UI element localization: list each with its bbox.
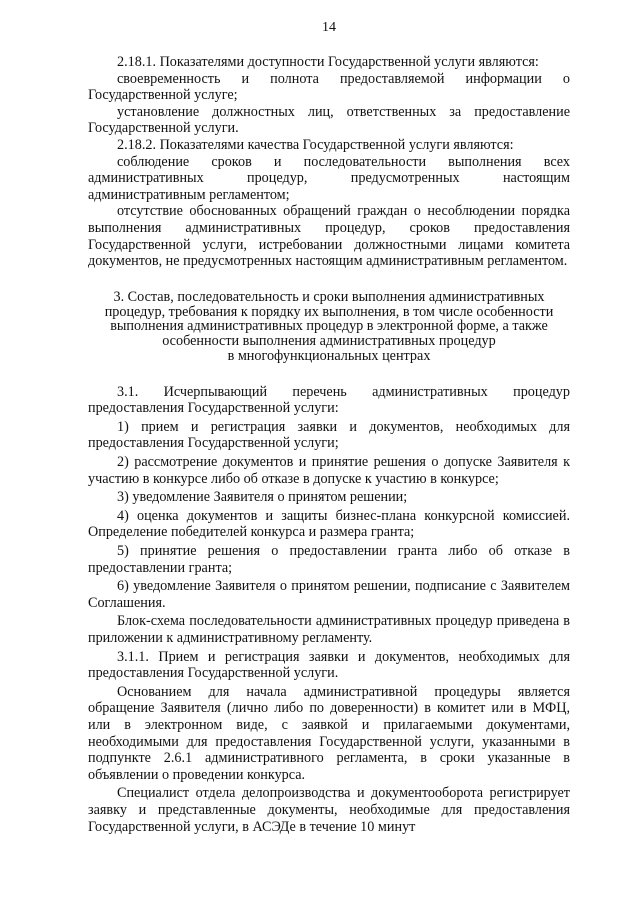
paragraph: 6) уведомление Заявителя о принятом решении, подписание с Заявителем Соглашения.: [88, 578, 570, 611]
paragraph: 5) принятие решения о предоставлении гранта либо об отказе в предоставлении гранта;: [88, 543, 570, 576]
paragraph: Основанием для начала административной процедуры является обращение Заявителя (лично либо по доверенности) в комитет или в МФЦ, или в электронном виде, с заявкой и прилагаемыми документами, необходимыми для предоставления Государственной услуги, указанными в подпункте 2.6.1 административного регламента, в сроки указанные в объявлении о проведении конкурса.: [88, 683, 570, 783]
paragraph: 3) уведомление Заявителя о принятом решении;: [117, 489, 408, 506]
paragraph: 2.18.2. Показателями качества Государственной услуги являются:: [117, 136, 514, 153]
paragraph: Специалист отдела делопроизводства и документооборота регистрирует заявку и представленные документы, необходимые для предоставления Государственной услуги, в АСЭДе в течение 10 минут: [88, 785, 570, 835]
document-page: [88, 0, 570, 905]
paragraph: 3.1. Исчерпывающий перечень административных процедур предоставления Государственной услуги:: [88, 383, 570, 417]
section-title-line: в многофункциональных центрах: [227, 347, 431, 364]
paragraph: 1) прием и регистрация заявки и документов, необходимых для предоставления Государственной услуги;: [88, 418, 570, 452]
administrative-procedures: [88, 384, 570, 835]
section-title-line: особенности выполнения административных процедур: [162, 333, 496, 350]
paragraph: своевременность и полнота предоставляемой информации о Государственной услуге;: [88, 70, 570, 104]
section-title-line: процедур, требования к порядку их выполнения, в том числе особенности: [104, 303, 554, 320]
paragraph: Блок-схема последовательности административных процедур приведена в приложении к административному регламенту.: [88, 613, 570, 647]
paragraph: соблюдение сроков и последовательности выполнения всех административных процедур, предусмотренных настоящим административным регламентом;: [88, 153, 570, 203]
page-number: 14: [322, 20, 336, 35]
document-body: [88, 54, 570, 835]
section-title: [88, 290, 570, 364]
paragraph: установление должностных лиц, ответственных за предоставление Государственной услуги.: [88, 103, 570, 137]
paragraph: 3.1.1. Прием и регистрация заявки и документов, необходимых для предоставления Государственной услуги.: [88, 648, 570, 682]
section-title-line: 3. Состав, последовательность и сроки выполнения административных: [113, 288, 545, 305]
availability-quality-indicators: [88, 54, 570, 270]
section-title-line: выполнения административных процедур в электронной форме, а также: [110, 318, 548, 335]
paragraph: 2.18.1. Показателями доступности Государственной услуги являются:: [117, 54, 539, 70]
paragraph: 2) рассмотрение документов и принятие решения о допуске Заявителя к участию в конкурсе либо об отказе в допуске к участию в конкурсе;: [88, 454, 570, 487]
paragraph: 4) оценка документов и защиты бизнес-плана конкурсной комиссией. Определение победителей конкурса и размера гранта;: [88, 507, 570, 541]
paragraph: отсутствие обоснованных обращений граждан о несоблюдении порядка выполнения административных процедур, сроков предоставления Государственной услуги, истребовании должностными лицами комитета документов, не предусмотренных настоящим административным регламентом.: [88, 203, 570, 270]
